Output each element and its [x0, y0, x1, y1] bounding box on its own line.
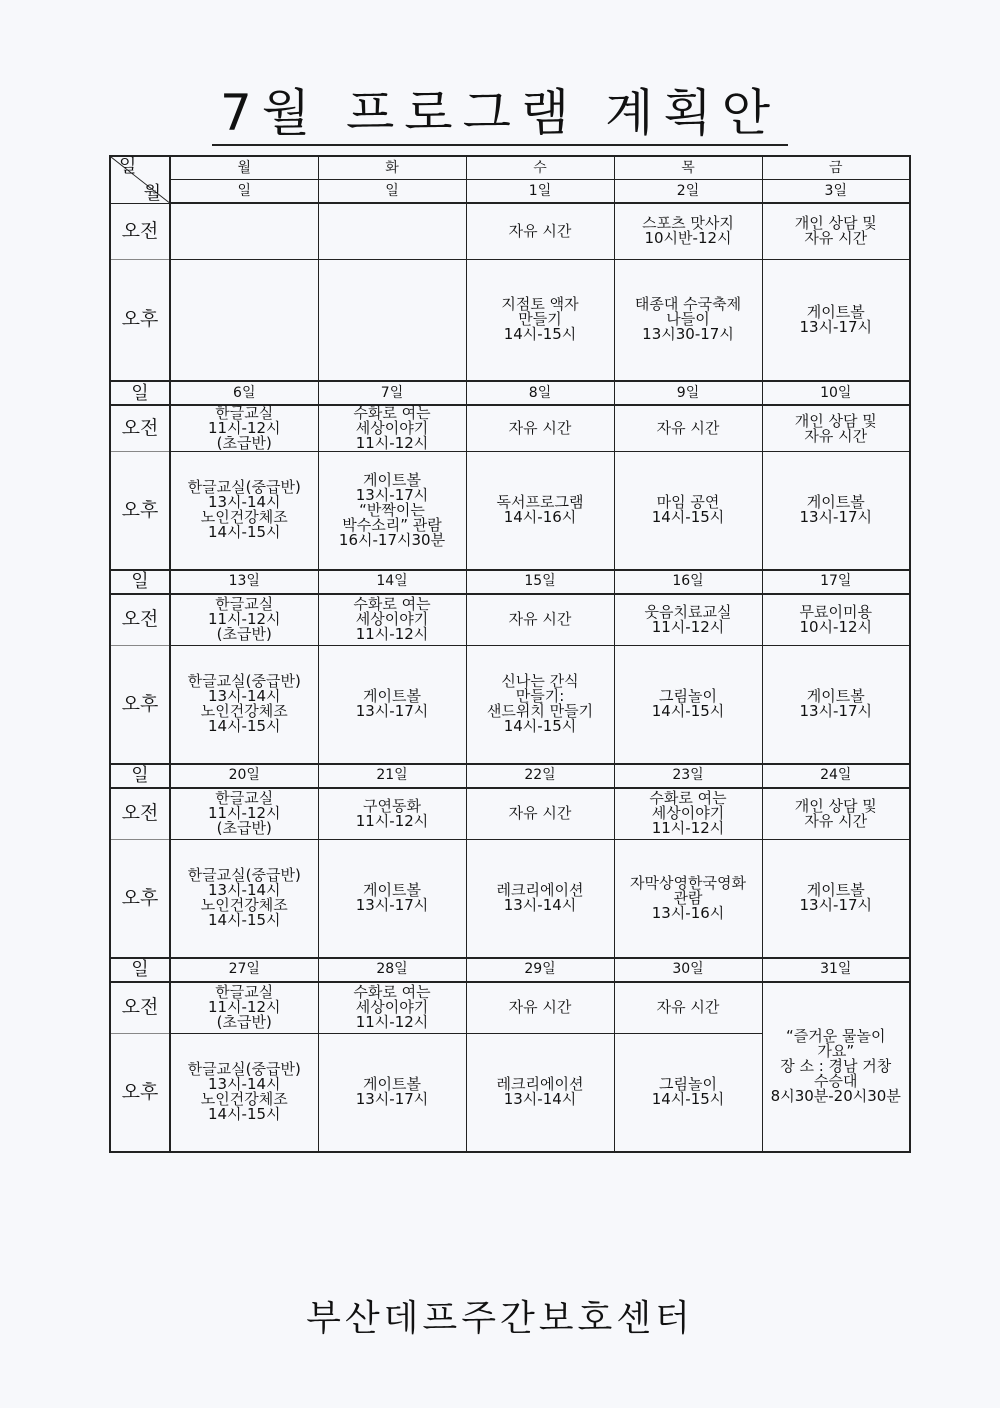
date-cell — [614, 180, 762, 204]
pm-activity-cell — [170, 646, 318, 764]
am-activity-cell — [170, 203, 318, 259]
date-label: 31일 — [820, 961, 852, 977]
am-label — [110, 405, 170, 452]
date-cell — [466, 570, 614, 594]
am-activity: 한글교실 11시-12시 (초급반) — [207, 595, 281, 644]
am-activity-cell — [614, 203, 762, 259]
am-label-text: 오전 — [121, 802, 159, 825]
am-activity-cell — [170, 405, 318, 452]
merged-event: “즐거운 물놀이 가요” 장 소 : 경남 거창 수승대 8시30분-20시30분 — [770, 1027, 901, 1105]
date-cell — [170, 958, 318, 982]
corner-header — [110, 156, 170, 203]
pm-activity: 마임 공연 14시-15시 — [651, 493, 725, 527]
date-cell — [762, 381, 910, 405]
date-label: 일 — [385, 182, 399, 199]
pm-activity-cell — [466, 452, 614, 570]
weekday-label: 목 — [681, 159, 695, 176]
am-activity: 개인 상담 및 자유 시간 — [794, 411, 877, 445]
date-label: 17일 — [820, 573, 852, 589]
am-activity-cell — [614, 594, 762, 646]
pm-label — [110, 452, 170, 570]
pm-activity-cell — [614, 840, 762, 958]
pm-activity-cell — [318, 452, 466, 570]
am-label — [110, 788, 170, 840]
am-activity-cell — [170, 982, 318, 1034]
date-label: 8일 — [528, 384, 552, 401]
weekday-label: 수 — [533, 159, 547, 176]
pm-activity: 게이트볼 13시-17시 — [799, 881, 873, 915]
pm-activity-cell — [466, 840, 614, 958]
pm-activity: 신나는 간식 만들기: 샌드위치 만들기 14시-15시 — [486, 672, 594, 736]
am-activity: 자유 시간 — [656, 419, 720, 437]
week-label-text: 일 — [131, 765, 149, 786]
pm-activity: 그림놀이 14시-15시 — [651, 687, 725, 721]
am-activity-cell — [762, 594, 910, 646]
date-label: 22일 — [524, 767, 556, 783]
pm-label — [110, 259, 170, 381]
corner-month-label: 월 — [143, 182, 161, 204]
date-cell — [762, 958, 910, 982]
am-activity: 수화로 여는 세상이야기 11시-12시 — [353, 983, 431, 1032]
am-activity-cell — [318, 405, 466, 452]
pm-label — [110, 646, 170, 764]
pm-activity-cell — [170, 1034, 318, 1152]
am-activity: 수화로 여는 세상이야기 11시-12시 — [649, 789, 727, 838]
weekday-label: 화 — [385, 159, 399, 176]
am-activity-cell — [318, 594, 466, 646]
schedule-table — [109, 155, 911, 1153]
pm-activity: 그림놀이 14시-15시 — [651, 1075, 725, 1109]
date-label: 29일 — [524, 961, 556, 977]
am-activity: 자유 시간 — [508, 998, 572, 1017]
weekday-header — [170, 156, 318, 180]
merged-event-cell — [762, 982, 910, 1152]
date-cell — [318, 381, 466, 405]
am-label — [110, 203, 170, 259]
pm-activity-cell — [614, 646, 762, 764]
pm-label-text: 오후 — [121, 1080, 159, 1103]
date-label: 15일 — [524, 573, 556, 589]
weekday-header — [614, 156, 762, 180]
pm-activity: 한글교실(중급반) 13시-14시 노인건강체조 14시-15시 — [187, 1060, 301, 1124]
corner-day-label: 일 — [119, 156, 137, 177]
am-activity-cell — [614, 405, 762, 452]
week-label — [110, 381, 170, 405]
am-activity: 자유 시간 — [508, 221, 572, 240]
pm-label — [110, 840, 170, 958]
am-activity: 자유 시간 — [508, 804, 572, 823]
pm-activity: 게이트볼 13시-17시 — [355, 1075, 429, 1109]
date-cell — [170, 570, 318, 594]
date-label: 7일 — [380, 384, 404, 401]
date-label: 1일 — [528, 182, 552, 199]
pm-activity-cell — [170, 840, 318, 958]
date-cell — [466, 180, 614, 204]
am-activity-cell — [614, 982, 762, 1034]
am-activity-cell — [762, 788, 910, 840]
am-activity-cell — [466, 594, 614, 646]
am-activity-cell — [466, 982, 614, 1034]
am-activity: 한글교실 11시-12시 (초급반) — [207, 789, 281, 838]
am-activity-cell — [170, 788, 318, 840]
page-title-text: 7월 프로그램 계획안 — [212, 84, 788, 146]
pm-activity: 독서프로그램 14시-16시 — [496, 493, 584, 527]
date-cell — [318, 958, 466, 982]
pm-label-text: 오후 — [121, 308, 159, 331]
pm-activity-cell — [762, 259, 910, 381]
am-label-text: 오전 — [121, 608, 159, 631]
am-label-text: 오전 — [121, 996, 159, 1019]
am-label-text: 오전 — [121, 417, 159, 439]
am-activity-cell — [614, 788, 762, 840]
date-cell — [318, 570, 466, 594]
date-cell — [318, 764, 466, 788]
pm-activity-cell — [318, 1034, 466, 1152]
date-label: 10일 — [820, 384, 852, 401]
pm-activity-cell — [170, 259, 318, 381]
page-title — [0, 84, 1000, 146]
date-cell — [614, 570, 762, 594]
am-activity: 개인 상담 및 자유 시간 — [794, 796, 877, 830]
pm-activity-cell — [614, 259, 762, 381]
am-activity-cell — [170, 594, 318, 646]
weekday-header — [318, 156, 466, 180]
date-cell — [762, 180, 910, 204]
am-activity-cell — [762, 203, 910, 259]
am-activity: 구연동화 11시-12시 — [355, 796, 429, 830]
pm-activity: 게이트볼 13시-17시 — [799, 687, 873, 721]
date-label: 23일 — [672, 767, 704, 783]
date-label: 28일 — [376, 961, 408, 977]
am-activity-cell — [762, 405, 910, 452]
am-activity: 자유 시간 — [508, 610, 572, 629]
pm-activity: 레크리에이션 13시-14시 — [496, 1075, 584, 1109]
week-label-text: 일 — [131, 571, 149, 592]
am-activity: 수화로 여는 세상이야기 11시-12시 — [353, 404, 431, 452]
date-cell — [466, 764, 614, 788]
pm-activity: 한글교실(중급반) 13시-14시 노인건강체조 14시-15시 — [187, 478, 301, 542]
week-label — [110, 958, 170, 982]
pm-activity: 한글교실(중급반) 13시-14시 노인건강체조 14시-15시 — [187, 672, 301, 736]
pm-activity: 자막상영한국영화 관람 13시-16시 — [630, 873, 746, 922]
pm-activity: 게이트볼 13시-17시 — [799, 493, 873, 527]
pm-activity: 게이트볼 13시-17시 — [355, 881, 429, 915]
am-activity: 웃음치료교실 11시-12시 — [644, 602, 732, 636]
pm-activity-cell — [318, 646, 466, 764]
am-activity-cell — [318, 203, 466, 259]
pm-activity-cell — [466, 259, 614, 381]
date-label: 13일 — [228, 573, 260, 589]
pm-label-text: 오후 — [121, 498, 159, 521]
am-activity: 자유 시간 — [656, 998, 720, 1017]
am-activity-cell — [466, 203, 614, 259]
pm-activity-cell — [614, 1034, 762, 1152]
pm-label-text: 오후 — [121, 692, 159, 715]
date-label: 27일 — [228, 961, 260, 977]
am-activity-cell — [466, 788, 614, 840]
pm-activity-cell — [466, 1034, 614, 1152]
am-activity: 자유 시간 — [508, 419, 572, 437]
pm-activity-cell — [466, 646, 614, 764]
date-cell — [170, 381, 318, 405]
date-cell — [466, 958, 614, 982]
am-label-text: 오전 — [121, 219, 159, 242]
week-label — [110, 764, 170, 788]
am-activity: 한글교실 11시-12시 (초급반) — [207, 404, 281, 452]
pm-activity-cell — [318, 259, 466, 381]
date-label: 24일 — [820, 767, 852, 783]
pm-activity-cell — [170, 452, 318, 570]
week-label — [110, 570, 170, 594]
am-activity: 수화로 여는 세상이야기 11시-12시 — [353, 595, 431, 644]
date-label: 21일 — [376, 767, 408, 783]
am-label — [110, 594, 170, 646]
pm-activity: 레크리에이션 13시-14시 — [496, 881, 584, 915]
date-label: 2일 — [676, 182, 700, 199]
date-label: 30일 — [672, 961, 704, 977]
date-cell — [762, 764, 910, 788]
weekday-label: 월 — [237, 159, 252, 176]
date-cell — [170, 764, 318, 788]
pm-label-text: 오후 — [121, 886, 159, 909]
week-label-text: 일 — [131, 959, 149, 980]
am-activity-cell — [466, 405, 614, 452]
am-activity: 스포츠 맛사지 10시반-12시 — [642, 214, 734, 248]
date-label: 16일 — [672, 573, 704, 589]
date-label: 14일 — [376, 573, 408, 589]
am-activity: 한글교실 11시-12시 (초급반) — [207, 983, 281, 1032]
date-cell — [614, 958, 762, 982]
am-activity: 무료이미용 10시-12시 — [799, 602, 873, 636]
date-cell — [762, 570, 910, 594]
date-cell — [466, 381, 614, 405]
pm-activity: 지점토 액자 만들기 14시-15시 — [501, 295, 579, 344]
am-activity-cell — [318, 982, 466, 1034]
weekday-label: 금 — [828, 159, 843, 176]
date-cell — [170, 180, 318, 204]
date-label: 20일 — [228, 767, 260, 783]
pm-activity: 한글교실(중급반) 13시-14시 노인건강체조 14시-15시 — [187, 866, 301, 930]
date-cell — [614, 764, 762, 788]
pm-activity-cell — [762, 646, 910, 764]
week-label-text: 일 — [131, 382, 149, 404]
pm-activity-cell — [762, 452, 910, 570]
date-cell — [318, 180, 466, 204]
am-activity: 개인 상담 및 자유 시간 — [794, 214, 877, 248]
pm-activity-cell — [318, 840, 466, 958]
am-activity-cell — [318, 788, 466, 840]
am-label — [110, 982, 170, 1034]
date-label: 3일 — [824, 182, 847, 199]
pm-activity: 게이트볼 13시-17시 “반짝이는 박수소리” 관람 16시-17시30분 — [338, 470, 446, 549]
pm-activity: 게이트볼 13시-17시 — [355, 687, 429, 721]
weekday-header — [466, 156, 614, 180]
date-label: 9일 — [676, 384, 700, 401]
pm-activity: 게이트볼 13시-17시 — [799, 302, 873, 336]
date-label: 6일 — [233, 384, 256, 401]
date-cell — [614, 381, 762, 405]
pm-activity-cell — [614, 452, 762, 570]
pm-activity: 태종대 수국축제 나들이 13시30-17시 — [634, 295, 742, 344]
pm-activity-cell — [762, 840, 910, 958]
pm-label — [110, 1034, 170, 1152]
date-label: 일 — [237, 182, 252, 199]
center-name: 부산데프주간보호센터 — [306, 1298, 694, 1339]
weekday-header — [762, 156, 910, 180]
